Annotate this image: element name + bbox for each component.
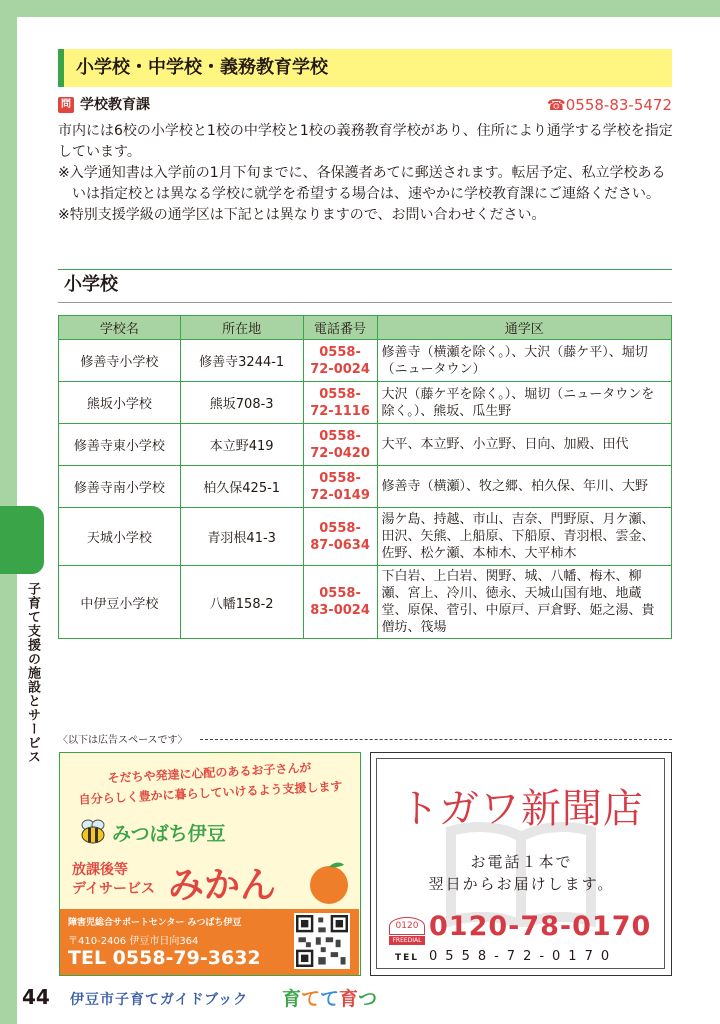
sidebar-tab (0, 506, 44, 574)
table-row (59, 566, 672, 639)
ad-space-label: 〈以下は広告スペースです〉 (58, 735, 188, 746)
school-name: 中伊豆小学校 (59, 566, 181, 639)
intro-paragraph: 市内には6校の小学校と1校の中学校と1校の義務教育学校があり、住所により通学する学校を指定しています。 (58, 123, 673, 160)
school-name: 修善寺東小学校 (59, 424, 181, 466)
table-row (59, 382, 672, 424)
section-title: 小学校・中学校・義務教育学校 (58, 49, 672, 87)
school-address: 八幡158-2 (180, 566, 303, 639)
school-name: 天城小学校 (59, 508, 181, 566)
school-name: 修善寺小学校 (59, 340, 181, 382)
header-phone: 電話番号 (303, 316, 377, 340)
freedial-icon: 0120 FREEDIAL (389, 917, 425, 947)
guidebook-logo: 育てて育つ (282, 988, 378, 1010)
header-school-name: 学校名 (59, 316, 181, 340)
school-phone: 0558- 72-0024 (303, 340, 377, 382)
intro-note-2: ※特別支援学級の通学区は下記とは異なりますので、お問い合わせください。 (58, 207, 546, 223)
page-frame-top (0, 0, 720, 17)
sidebar-label: 子育て支援の施設とサービス (25, 582, 40, 764)
ad2-frame (376, 758, 665, 969)
ad2-freedial[interactable]: 0120-78-0170 (429, 911, 652, 942)
school-district: 湯ケ島、持越、市山、吉奈、門野原、月ケ瀬、田沢、矢熊、上船原、下船原、青羽根、雲金、佐野、松ケ瀬、本柿木、大平柿木 (377, 508, 671, 566)
department-phone: ☎0558-83-5472 (547, 96, 672, 114)
school-district: 修善寺（横瀬を除く。）、大沢（藤ケ平）、堀切（ニュータウン） (377, 340, 671, 382)
subsection-title: 小学校 (58, 269, 672, 303)
table-row (59, 508, 672, 566)
guidebook-title: 伊豆市子育てガイドブック (70, 992, 249, 1008)
school-address: 柏久保425-1 (180, 466, 303, 508)
ad-mitsubachi[interactable] (59, 752, 361, 976)
intro-note-1: ※入学通知書は入学前の1月下旬までに、各保護者あてに郵送されます。転居予定、私立学校あるいは指定校とは異なる学校に就学を希望する場合は、速やかに学校教育課にご連絡ください。 (58, 165, 666, 202)
ad2-copy: お電話１本で 翌日からお届けします。 (428, 853, 615, 893)
school-district: 大平、本立野、小立野、日向、加殿、田代 (377, 424, 671, 466)
orange-icon (306, 859, 352, 905)
page-number: 44 (22, 985, 50, 1009)
schools-table (58, 315, 672, 639)
school-address: 本立野419 (180, 424, 303, 466)
school-address: 修善寺3244-1 (180, 340, 303, 382)
school-address: 熊坂708-3 (180, 382, 303, 424)
qr-code-icon[interactable] (294, 913, 350, 969)
header-district: 通学区 (377, 316, 671, 340)
school-phone: 0558- 87-0634 (303, 508, 377, 566)
table-row (59, 340, 672, 382)
school-district: 下白岩、上白岩、関野、城、八幡、梅木、柳瀬、宮上、冷川、徳永、天城山国有地、地蔵堂、原保、菅引、中原戸、戸倉野、姫之湯、貴僧坊、筏場 (377, 566, 671, 639)
school-phone: 0558- 72-0149 (303, 466, 377, 508)
school-address: 青羽根41-3 (180, 508, 303, 566)
ad1-brand: みつばち伊豆 (112, 823, 226, 845)
header-address: 所在地 (180, 316, 303, 340)
school-phone: 0558- 72-0420 (303, 424, 377, 466)
ad2-name: トガワ新聞店 (399, 786, 644, 832)
school-name: 熊坂小学校 (59, 382, 181, 424)
ad1-center: 障害児総合サポートセンター みつばち伊豆 (68, 918, 242, 928)
ad2-tel-line: TEL 0558-72-0170 (395, 949, 618, 964)
contact-line (58, 95, 672, 117)
bee-icon (78, 817, 110, 845)
ad-space-divider (200, 739, 672, 740)
table-row (59, 466, 672, 508)
table-header-row (59, 316, 672, 340)
inquiry-badge: 問 (58, 97, 74, 113)
school-phone: 0558- 72-1116 (303, 382, 377, 424)
school-district: 修善寺（横瀬）、牧之郷、柏久保、年川、大野 (377, 466, 671, 508)
school-phone: 0558- 83-0024 (303, 566, 377, 639)
school-district: 大沢（藤ケ平を除く。）、堀切（ニュータウンを除く。）、熊坂、瓜生野 (377, 382, 671, 424)
ad1-service: 放課後等 デイサービス (72, 862, 156, 897)
ad-togawa[interactable] (370, 752, 672, 976)
ad1-slogan: そだちや発達に心配のあるお子さんが 自分らしく豊かに暮らしていけるよう支援します (78, 760, 343, 807)
ad1-address: 〒410-2406 伊豆市日向364 (68, 936, 199, 947)
school-name: 修善寺南小学校 (59, 466, 181, 508)
table-row (59, 424, 672, 466)
department-name: 学校教育課 (80, 97, 150, 113)
ad1-tel: TEL 0558-79-3632 (68, 947, 261, 969)
intro-text (58, 121, 674, 226)
ad1-name: みかん (168, 865, 277, 906)
